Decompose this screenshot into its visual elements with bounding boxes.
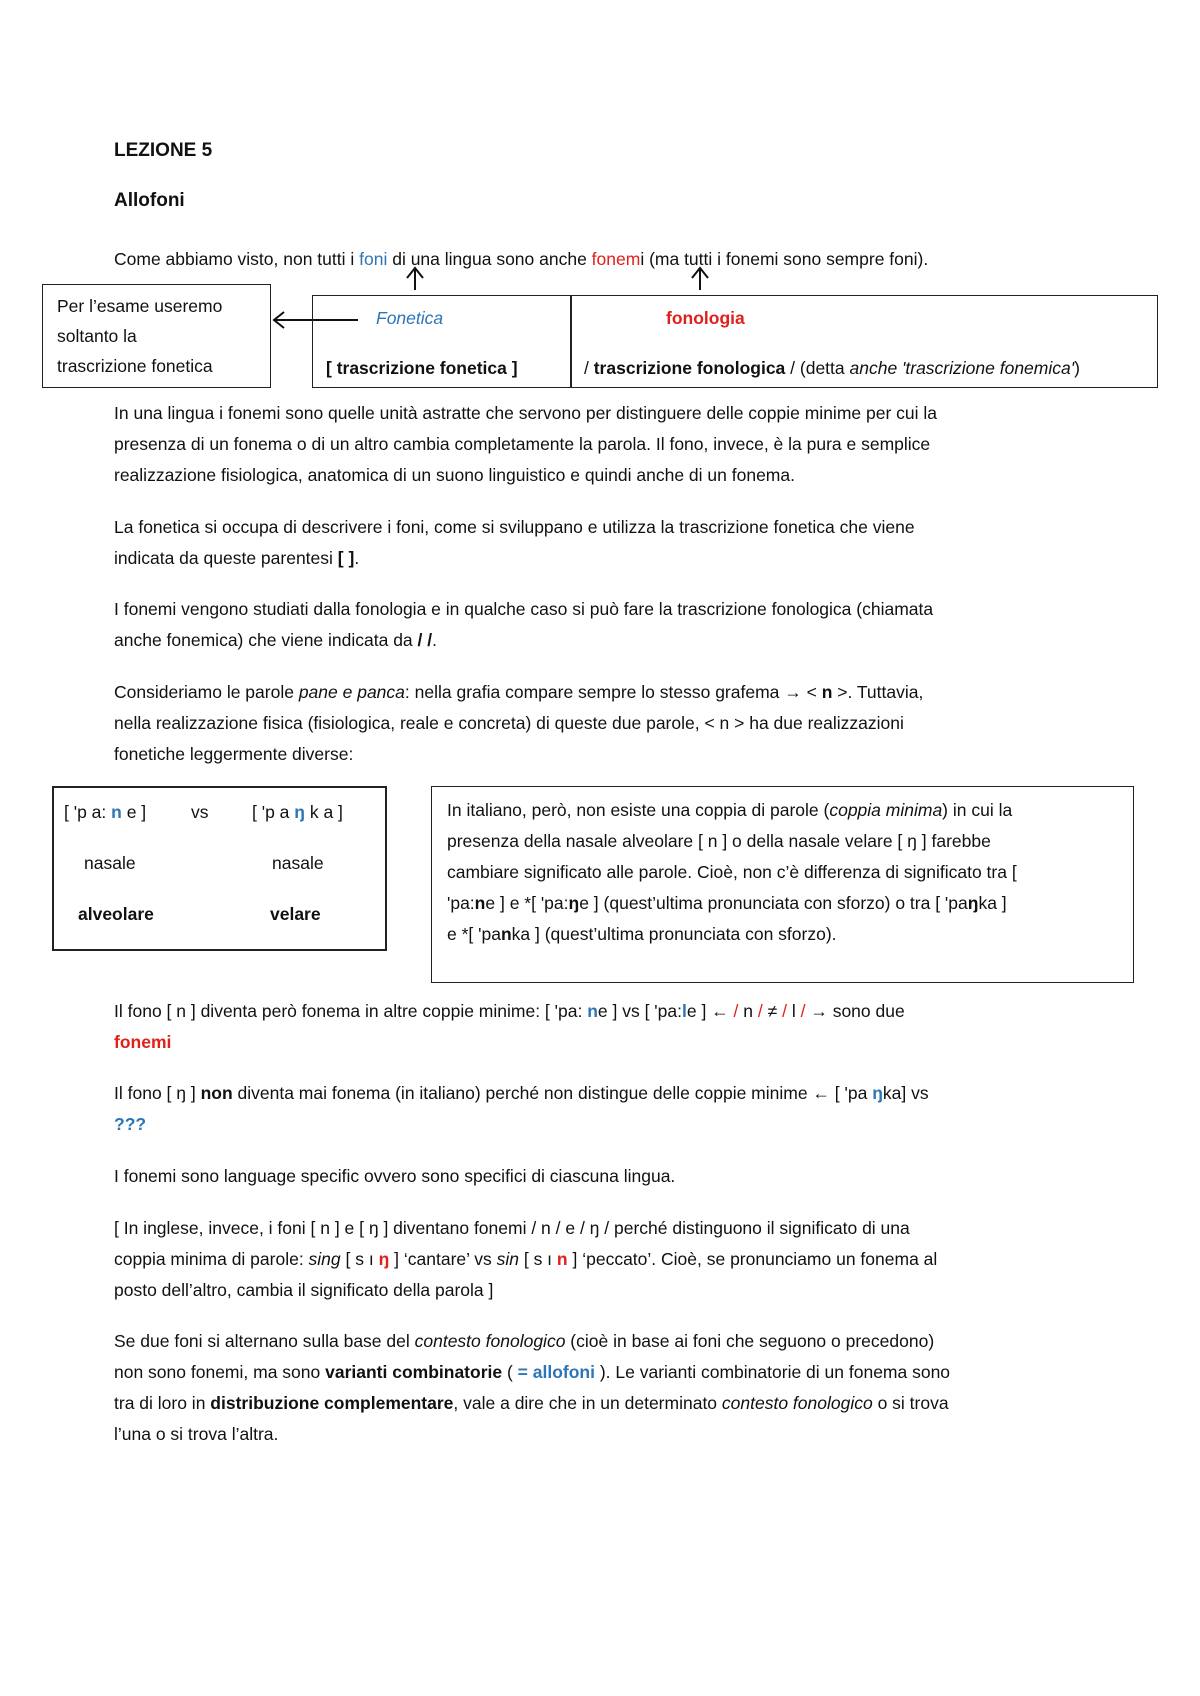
paragraph-line: fonetiche leggermente diverse:: [114, 744, 354, 764]
italian-box: In italiano, però, non esiste una coppia di parole (coppia minima) in cui la presenza della nasale alveolare [ n ] o della nasale velare [ ŋ ] farebbe cambiare significato alle parole. Cioè, non c’è differenza di significato tra [ 'pa:ne ] e *[ 'pa:ŋe ] (quest’ultima pronunciata con sforzo) o tra [ 'paŋka ] e *[ 'panka ] (quest’ultima pronunciata con sforzo).: [431, 786, 1134, 983]
fonem-highlight: fonem: [591, 249, 641, 269]
paragraph-line: non sono fonemi, ma sono varianti combinatorie ( = allofoni ). Le varianti combinatorie di un fonema sono: [114, 1362, 951, 1382]
paragraph-line: l’una o si trova l’altra.: [114, 1424, 279, 1444]
panca-transcription: [ 'p a ŋ k a ]: [252, 802, 343, 822]
paragraph-line: Il fono [ n ] diventa però fonema in altre coppie minime: [ 'pa: ne ] vs [ 'pa:le ] ← / n / ≠ / l / → sono due: [114, 1001, 905, 1021]
fonemi-highlight: fonemi: [114, 1032, 172, 1052]
intro-line: Come abbiamo visto, non tutti i foni di una lingua sono anche fonemi (ma tutti i fonemi sono sempre foni).: [114, 249, 929, 269]
fonetica-label: Fonetica: [376, 308, 444, 328]
fonologia-transcription: / trascrizione fonologica / (detta anche 'trascrizione fonemica'): [584, 358, 1080, 378]
arrow-up-icon: [692, 268, 708, 290]
fonologia-label: fonologia: [666, 308, 745, 328]
paragraph-line: coppia minima di parole: sing [ s ı ŋ ] ‘cantare’ vs sin [ s ı n ] ‘peccato’. Cioè, se pronunciamo un fonema al: [114, 1249, 938, 1269]
paragraph-line: [ In inglese, invece, i foni [ n ] e [ ŋ ] diventano fonemi / n / e / ŋ / perché distinguono il significato di una: [114, 1218, 910, 1238]
paragraph-line: indicata da queste parentesi [ ].: [114, 548, 360, 568]
section-title: Allofoni: [114, 190, 185, 211]
paragraph-line: La fonetica si occupa di descrivere i foni, come si sviluppano e utilizza la trascrizione fonetica che viene: [114, 517, 915, 537]
question-marks: ???: [114, 1114, 147, 1134]
paragraph-line: I fonemi vengono studiati dalla fonologia e in qualche caso si può fare la trascrizione fonologica (chiamata: [114, 599, 934, 619]
arrow-up-icon: [407, 268, 423, 290]
page-title: LEZIONE 5: [114, 140, 213, 161]
paragraph-line: tra di loro in distribuzione complementare, vale a dire che in un determinato contesto fonologico o si trova: [114, 1393, 949, 1413]
fonetica-transcription: [ trascrizione fonetica ]: [326, 358, 518, 378]
foni-highlight: foni: [359, 249, 388, 269]
paragraph-line: presenza di un fonema o di un altro cambia completamente la parola. Il fono, invece, è la pura e semplice: [114, 434, 931, 454]
pane-transcription: [ 'p a: n e ]: [64, 802, 147, 822]
fonologia-cell: [570, 295, 1158, 388]
paragraph-line: Consideriamo le parole pane e panca: nella grafia compare sempre lo stesso grafema → < n >. Tuttavia,: [114, 682, 924, 702]
paragraph-line: posto dell’altro, cambia il significato della parola ]: [114, 1280, 494, 1300]
paragraph-line: In una lingua i fonemi sono quelle unità astratte che servono per distinguere delle coppie minime per cui la: [114, 403, 937, 423]
paragraph-line: anche fonemica) che viene indicata da / /.: [114, 630, 437, 650]
paragraph-line: realizzazione fisiologica, anatomica di un suono linguistico e quindi anche di un fonema.: [114, 465, 795, 485]
paragraph-line: I fonemi sono language specific ovvero sono specifici di ciascuna lingua.: [114, 1166, 676, 1186]
compare-box: [ 'p a: n e ] vs [ 'p a ŋ k a ] nasale nasale alveolare velare: [52, 786, 387, 951]
note-box: Per l’esame useremo soltanto la trascrizione fonetica: [42, 284, 271, 388]
paragraph-line: Il fono [ ŋ ] non diventa mai fonema (in italiano) perché non distingue delle coppie minime ← [ 'pa ŋka] vs: [114, 1083, 929, 1103]
paragraph-line: nella realizzazione fisica (fisiologica, reale e concreta) di queste due parole, < n > ha due realizzazioni: [114, 713, 904, 733]
fonetica-cell: [312, 295, 572, 388]
paragraph-line: Se due foni si alternano sulla base del contesto fonologico (cioè in base ai foni che seguono o precedono): [114, 1331, 935, 1351]
